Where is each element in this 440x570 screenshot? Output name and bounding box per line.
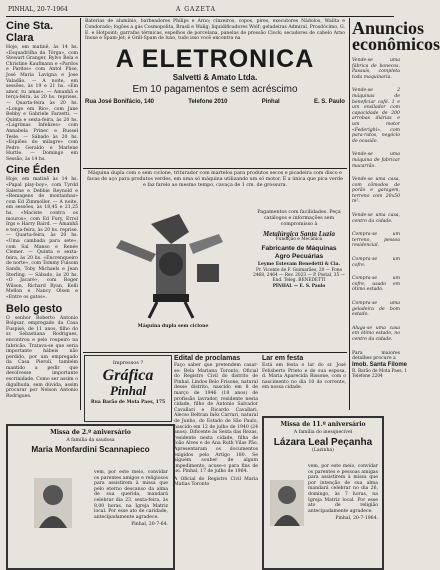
- eletronica-address: [85, 99, 345, 105]
- imobiliaria-phone: Telefone 2204: [352, 373, 383, 379]
- brand-subtitle: Fundição e Mecânica: [275, 237, 323, 242]
- cine-eden-text: Hoje, em matinê às 14 hs. «Papal play-boy», com Tyrdd Salerne e Debbie Reynold e «Remagens de montanhas» com Ed Zimmoller. — A noite, em sessões, às 18,45 e 21,25 hs. «Maciste contra os mouros», com Ed Fury, Errol Irgs e Harry Baird. — Amanhã e terça-feira, às 20 hs. reprise. — Quarta-feira, às 20 hs. «Uma cambada para sete», com Sal Manso e Renée Clemer. — Quinta e sexta-feira, às 20 hs. «Encrenqueiro de norte», com Tommy Fulsom Sands, Toby Michaels e Jean Sterling. — Sábado, às 20 hs. «O Jacaré», com Roger Wilson, Richard Ryan, Kelli Mellon e Nancy Olsen e «Entre os gatos».: [6, 177, 78, 300]
- machine-caption: Máquina dupla sem ciclone: [137, 324, 209, 329]
- machine-ad: [83, 170, 347, 350]
- anuncio-item: Aluga-se uma casa em ótimo estado, no centro da cidade.: [352, 325, 400, 342]
- missa-left-name: Maria Monfardini Scannapieco: [31, 445, 150, 454]
- eletronica-company: Salvetti & Amato Ltda.: [172, 73, 258, 83]
- belo-gesto-text: O senhor Roberto Antonio Bolgsar, empregado da Casa Fuspisé, de 11 anos, filho do sr. Sebastiana Rodrigues, encontrou e pelo roupeiro na fabricão. Tratava-se que seria importante hábeis não perdido, por um empregado da Casa Pieroli, também mantido a pedir que devolvesse importante escrinidade. Como ser assim o digulhuda, sem dúvida, assim procurar por Nelson Antonio Rodrigues.: [6, 315, 78, 399]
- grafica-name-1: Gráfica: [102, 367, 154, 384]
- ad-rule-2: [83, 352, 347, 353]
- anuncio-item: Vende-se uma casa, centro da cidade.: [352, 213, 400, 224]
- eletronica-phone: Telefone 2010: [188, 99, 228, 106]
- lar-text: Está em festa o lar do sr. José Felisberto Prieto e de sua esposa, d. Maria Aparecida Rissone, com o nascimento no dia 10 do corrente, em nossa cidade.: [262, 363, 346, 391]
- anuncio-item: Compra-se um terreno, pessoa residencial.: [352, 232, 400, 249]
- cine-santa-clara-text: Hoje, em matinê, às 14 hs. «Esquadrilha da Tôrga», com Stewart Granger, Bylvo Bela e Christine Kaufmann e «Pardos e Pardos» com Antol Plise, José Maria Lavigna e Jose Valadão. — A noite, em sessões, às 19 e 21 hs. «Em amor, tu amas». — Amanhã e terça-feira, às 20 hs. reprises. — Quarta-feira às 20 hs. «Longe em Rio», com Jane Bebby e Gabriele Farzetti. — Quinta e sexta-feira, às 20 hs. «Lágrimas Infelizes» com Annabela Prinec e Russel Tesle. — Sábado às 20 hs. «Espiões do milagre» com Pedro Geraldo e Marlene Hurtle. — Domingo em Sessão, às 14 hs.: [6, 45, 78, 162]
- page-header: [0, 0, 400, 16]
- grafica-address: Rua Barão de Mota Paes, 175: [90, 400, 166, 405]
- anuncio-item: Vende-se 2 máquinas de beneficiar café. 1 e um ensilador com capacidade de 200 arrobas diárias e um motor «Federighi», com para-ratos, negócio de ocasião.: [352, 88, 400, 144]
- missa-right-title: Missa de 11.º aniversário: [280, 421, 366, 428]
- header-rule: [6, 16, 394, 17]
- eletronica-state: E. S. Paulo: [313, 99, 345, 106]
- missa-right-text: vem, por este meio, convidar os parentes e pessoas amigas para assistirem à missa que por intenção de sua alma mandará celebrar no dia 26, domingo, às 7 horas, na Igreja Matriz local. Por esse ato de religião antecipadamente agradece.: [308, 464, 378, 514]
- lar-em-festa-section: [262, 355, 346, 411]
- anuncio-item: Compra-se um cofre.: [352, 257, 400, 268]
- anuncio-item: Vende-se uma máquina de fabricar macarrão.: [352, 152, 400, 169]
- right-column-rule: [349, 18, 350, 410]
- missa-left-body: [94, 470, 168, 560]
- machine-description: Máquina dupla com o sem ciclone, triturador com martelos para produtos secos e picadeira com disco e facas de aço para produtos verdes, em uma só máquina utilizando um só motor. É a única que pica verde e faz farelo ao mesmo tempo, cavaça de 1 cm. de grossura.: [87, 171, 343, 188]
- representative-name: Leyme Estevam Benedetti & Cia.: [257, 262, 341, 267]
- edital-title: Edital de proclamas: [174, 355, 241, 362]
- eletronica-city: Pinhal: [261, 99, 280, 106]
- brand-name: Metalúrgica Santa Luzia: [263, 230, 335, 238]
- portrait-photo-right: [270, 480, 304, 526]
- anuncios-title-2: econômicos: [352, 34, 440, 54]
- eletronica-title: A ELETRONICA: [115, 45, 315, 74]
- anuncio-item: Vende-se uma casa, com cômodos de porão e garagem, terreno com 20x50 m².: [352, 177, 400, 205]
- anuncio-item: Compra-se um cofre, usado em ótimo estado.: [352, 276, 400, 293]
- grafica-name-2: Pinhal: [109, 383, 147, 398]
- anuncio-item: Compra-se uma geladeira de bom estado.: [352, 301, 400, 318]
- edital-signature: A Oficial do Registro Civil Maria Matias Toronto: [174, 476, 258, 488]
- eletronica-ad: [83, 18, 347, 168]
- representative-city: PINHAL — E. S. Paulo: [272, 283, 326, 289]
- eletronica-products: Baterias de alumínio, barbeadores Philips e Arno; cinzeiros, copos, pires, executores Nádolos, Walita e Condorado; fogões a gás Cosmopolita, Brasil e Walig; liquidificadores Wolf; geladeiras Admiral, Prosdócimo, G. E. e Hotpoint; garrafas térmicas, espelhos de porcelana, panelas de pressão Clock; secadores de cabelo Arno Inoxe e Spam-Jet; é Grill-Spam de luxo, tudo isso você encontra na: [85, 19, 345, 42]
- lar-title: Lar em festa: [262, 355, 304, 362]
- header-newspaper-name: A GAZETA: [176, 6, 216, 13]
- anuncios-column: [352, 18, 440, 412]
- representative-address: Pr. Vicente de F. Guimarães, 20 — Fone 2468, 2464 — Rev. 2023 — P. Postal, 35 — End. Teleg. BENEDETTI: [253, 268, 345, 284]
- missa-left-date: Pinhal, 20-7-64.: [131, 522, 168, 528]
- portrait-photo: [34, 478, 72, 528]
- anuncios-title-1: Anuncios: [352, 18, 425, 38]
- cine-santa-clara-heading: Cine Sta. Clara: [6, 20, 54, 44]
- cine-eden-heading: Cine Éden: [6, 164, 60, 177]
- grinder-machine-illustration: [101, 204, 241, 322]
- missa-left-intro: A família da saudosa: [66, 438, 115, 443]
- anuncios-footer: Para maiores detalhes procure a: [352, 350, 400, 362]
- belo-gesto-heading: Belo gesto: [6, 302, 63, 315]
- missa-right-nickname: (Lazinha): [312, 448, 334, 453]
- edital-text: Faço saber que pretendem casar-se: Bela Mariana Toronto, Oficial do Registro Civil do distrito de Pinhal. Lindos Belo Frisone, natural desse distrito, nascido em 8 de março de 1946 (18 anos) de profissão lavrador, residente nesta cidade, filho de Antonio Salvador Cavallari e Ricardo Cavallari. Alecso Beltran Inêz Carrari, natural de Junho, do Estado de São Paulo, nascido em 12 de julho de 1940 (24 anos). Dificente às Sexta das Rezas, residente nesta cidade, filha de João Alves e de Ana Ruth Vilas Pão. Apresentaram os documentos exigidos pelo Artigo 180. Se alguém souber de algum impedimento, acuse-o para fins de lei. Pinhal, 17 de julho de 1964.: [174, 363, 258, 475]
- anuncio-item: Vende-se uma fábrica de bonecos. Passuís, completa toda maquinaria.: [352, 58, 400, 80]
- missa-left-text: vem, por este meio, convidar os parentes amigos e religiosos para assistirem à missa que pelo eterno descanso da alma de sua querida, mandará celebrar dia 23, sexta-feira, às 8,00 horas, na Igreja Matriz local. Por esse ato de caridade, antecipadamente agradece.: [94, 470, 168, 520]
- missa-right-notice: [262, 416, 384, 570]
- edital-section: [174, 355, 258, 565]
- missa-right-body: [308, 464, 378, 564]
- missa-left-notice: [6, 424, 175, 570]
- ad-rule: [83, 168, 347, 169]
- header-date: PINHAL, 20-7-1964: [8, 6, 68, 13]
- missa-right-name: Lázara Leal Peçanha: [273, 437, 373, 448]
- eletronica-street: Rua José Bonifácio, 140: [85, 99, 155, 106]
- maker-text: Fabricante de Máquinas Agro Pecuárias: [261, 245, 337, 260]
- machine-payment-text: Pagamentos com facilidades. Peça catálogos e informações sem compromisso à: [257, 210, 341, 227]
- machine-right-block: [253, 210, 345, 289]
- eletronica-offer: Em 10 pagamentos e sem acréscimo: [132, 84, 298, 96]
- missa-right-date: Pinhal, 20-7-1964.: [335, 516, 378, 522]
- grafica-pinhal-ad: [84, 355, 172, 422]
- imobiliaria-address: R. Barão de Mota Paes, 1: [352, 368, 408, 374]
- left-column: [6, 18, 78, 408]
- missa-right-intro: A família do inesquecível: [293, 430, 353, 435]
- missa-left-title: Missa de 2.º aniversário: [50, 429, 131, 436]
- column-rule: [80, 18, 81, 410]
- imobiliaria-name: Imob. Santa Filome: [352, 361, 408, 368]
- grafica-impressos: Impressos ?: [112, 360, 144, 366]
